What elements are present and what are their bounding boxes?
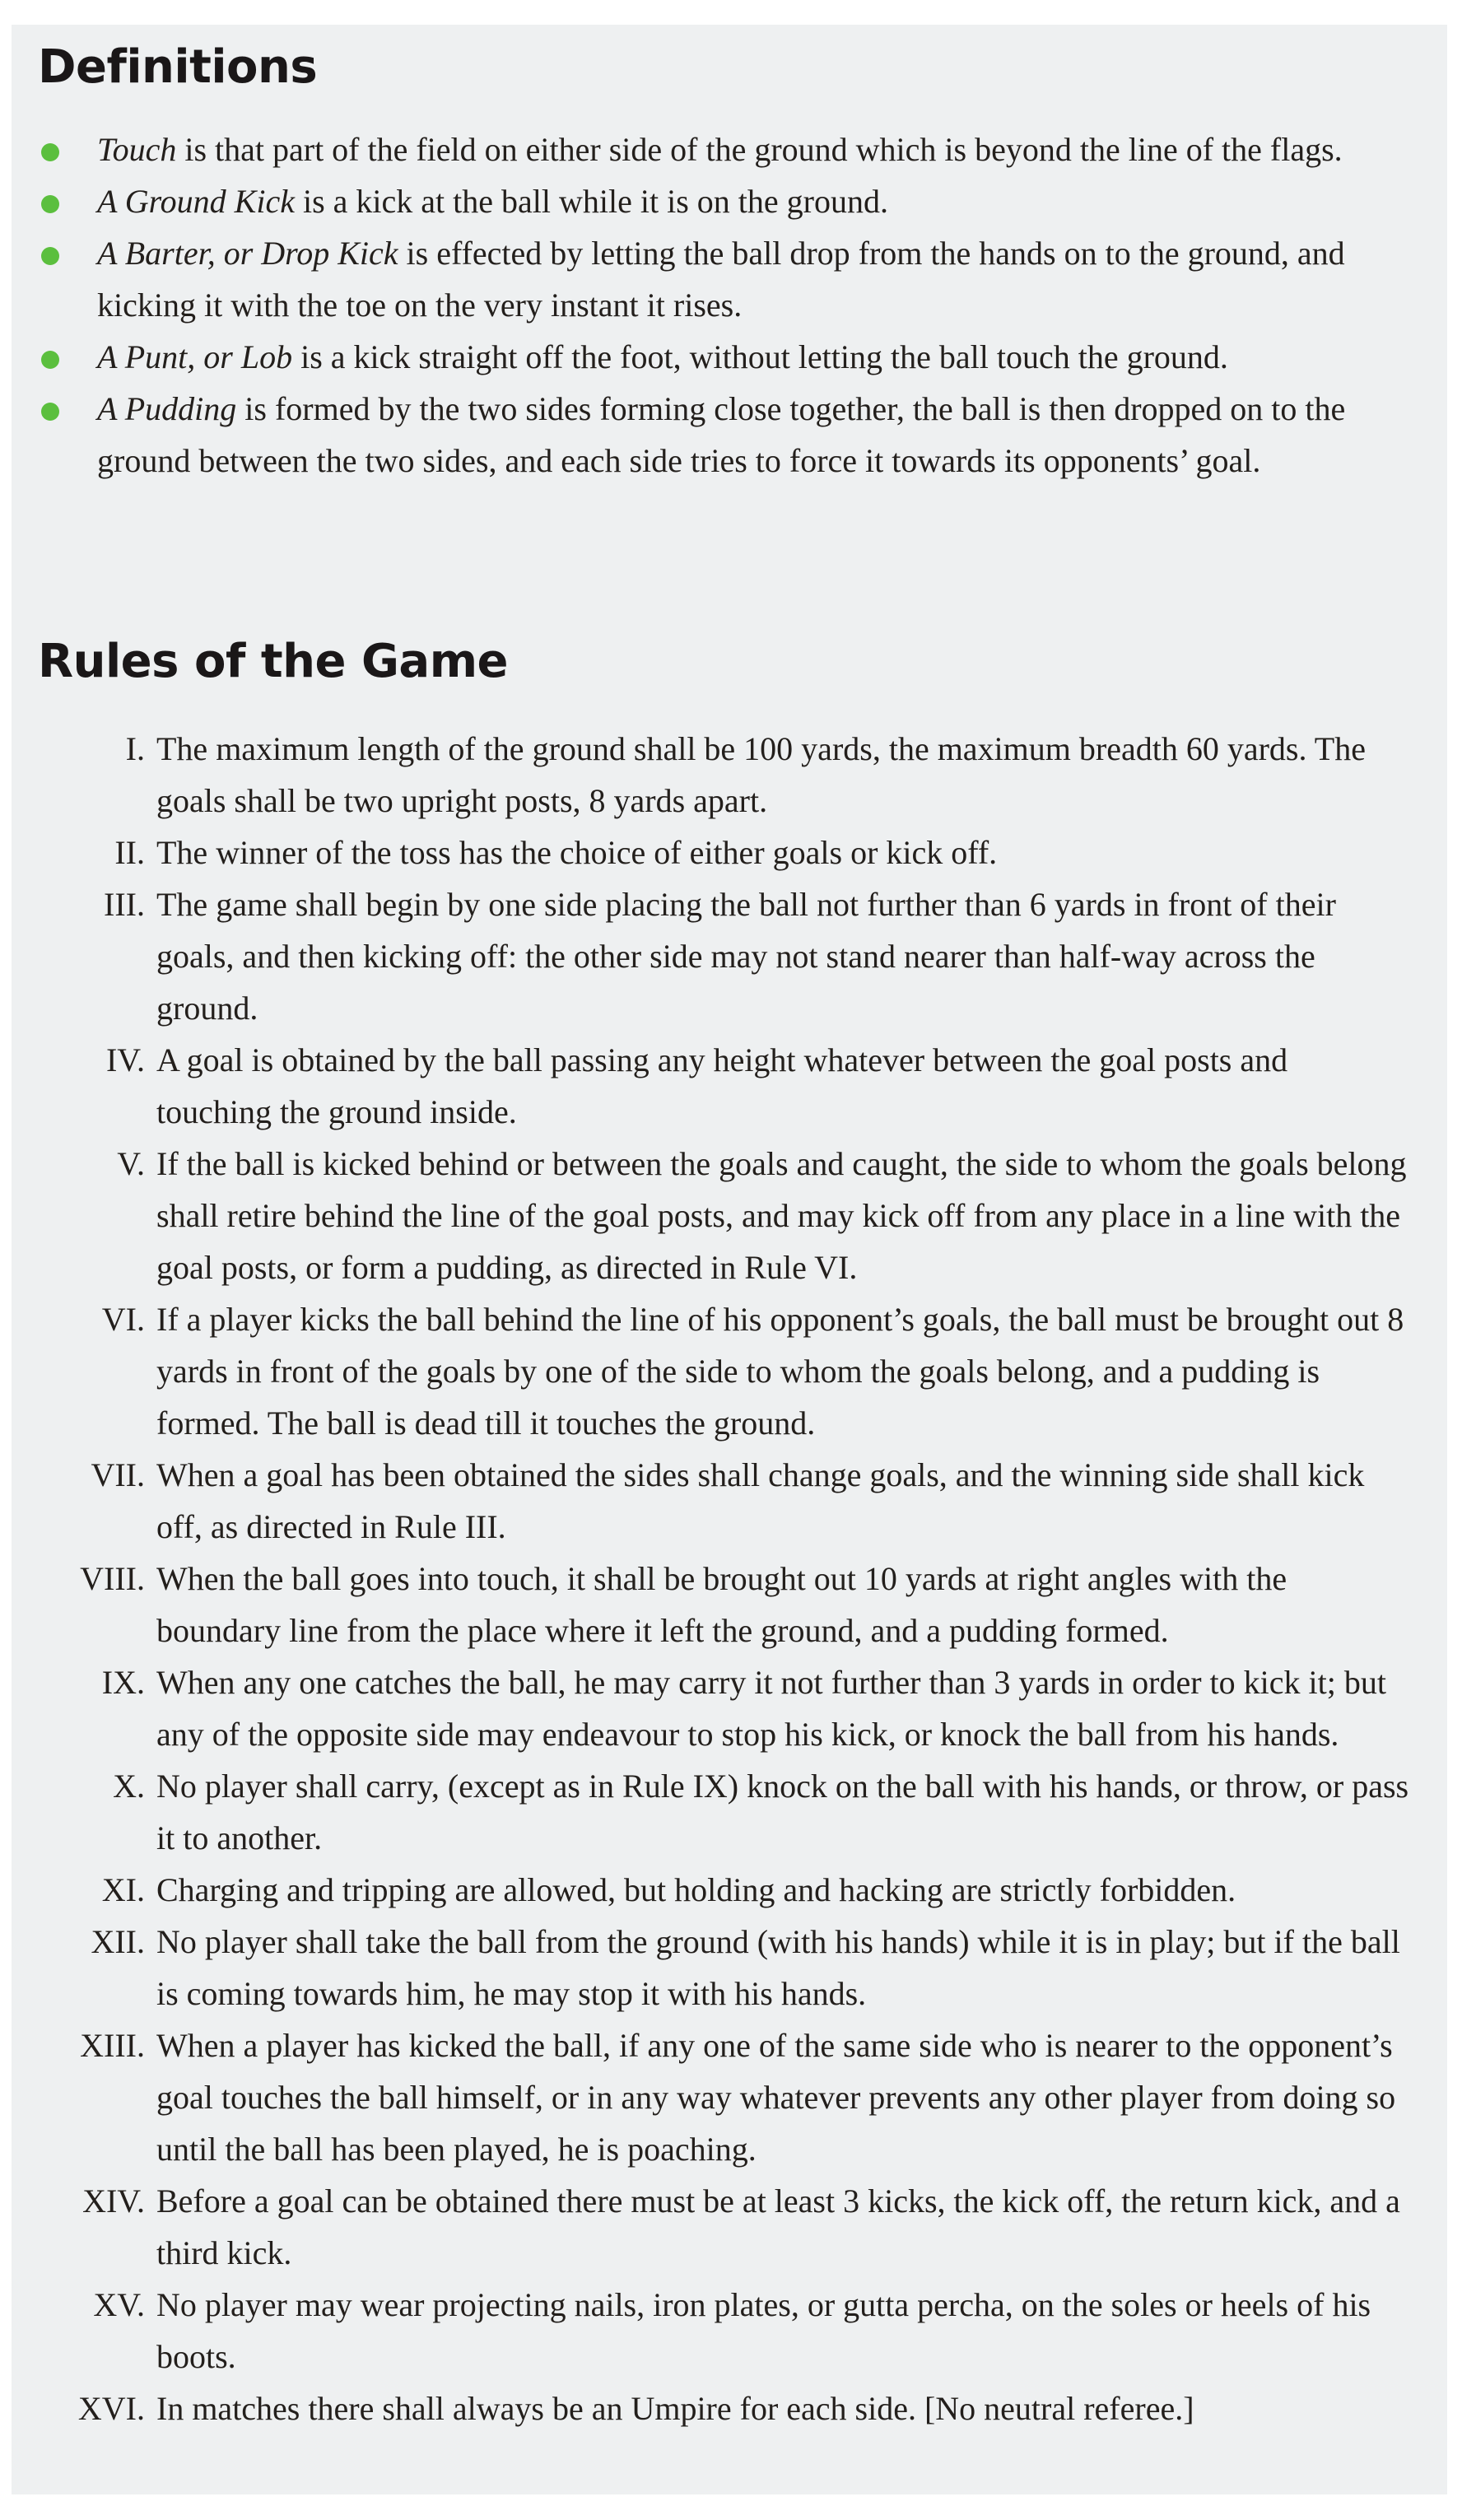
bullet-icon <box>41 195 59 213</box>
definition-text: is effected by letting the ball drop from the hands on to the ground, and kicking it with the toe on the very instant it rises. <box>97 235 1345 324</box>
rule-text: No player shall carry, (except as in Rule IX) knock on the ball with his hands, or throw, or pass it to another. <box>156 1768 1409 1856</box>
rule-number: III. <box>104 886 145 923</box>
definitions-heading: Definitions <box>38 40 318 94</box>
definition-text: is a kick at the ball while it is on the ground. <box>294 183 888 220</box>
rule-item <box>12 2383 1444 2434</box>
rule-item <box>12 878 1444 1034</box>
rule-text: The game shall begin by one side placing the ball not further than 6 yards in front of their goals, and then kicking off: the other side may not stand nearer than half-way across the ground. <box>156 886 1336 1027</box>
rule-text: The maximum length of the ground shall be 100 yards, the maximum breadth 60 yards. The goals shall be two upright posts, 8 yards apart. <box>156 730 1366 819</box>
rule-text: If a player kicks the ball behind the line of his opponent’s goals, the ball must be brought out 8 yards in front of the goals by one of the side to whom the goals belong, and a pudding is formed. The ball is dead till it touches the ground. <box>156 1301 1404 1442</box>
definition-item <box>12 227 1444 331</box>
rule-text: No player shall take the ball from the ground (with his hands) while it is in play; but if the ball is coming towards him, he may stop it with his hands. <box>156 1923 1400 2012</box>
definition-item <box>12 123 1444 175</box>
rule-text: Before a goal can be obtained there must be at least 3 kicks, the kick off, the return kick, and a third kick. <box>156 2182 1400 2271</box>
rule-item <box>12 827 1444 878</box>
rule-text: If the ball is kicked behind or between the goals and caught, the side to whom the goals belong shall retire behind the line of the goal posts, and may kick off from any place in a line with the goal posts, or form a pudding, as directed in Rule VI. <box>156 1145 1407 1286</box>
rule-text: A goal is obtained by the ball passing any height whatever between the goal posts and touching the ground inside. <box>156 1041 1288 1130</box>
rule-text: When a player has kicked the ball, if any one of the same side who is nearer to the opponent’s goal touches the ball himself, or in any way whatever prevents any other player from doing so until the ball has been played, he is poaching. <box>156 2027 1396 2168</box>
rule-number: VIII. <box>80 1560 145 1597</box>
rule-number: VI. <box>101 1301 145 1338</box>
rule-item <box>12 2279 1444 2383</box>
definition-item <box>12 331 1444 383</box>
definition-term: A Barter, or Drop Kick <box>97 235 398 272</box>
rule-text: When a goal has been obtained the sides shall change goals, and the winning side shall kick off, as directed in Rule III. <box>156 1456 1365 1545</box>
definition-term: A Pudding <box>97 390 237 427</box>
definition-item <box>12 175 1444 227</box>
rule-item <box>12 1449 1444 1553</box>
rule-number: IX. <box>101 1664 145 1701</box>
rule-number: XVI. <box>77 2390 145 2427</box>
definitions-list <box>12 123 1444 487</box>
bullet-icon <box>41 247 59 265</box>
rule-item <box>12 1864 1444 1916</box>
rule-item <box>12 2019 1444 2175</box>
definition-text: is formed by the two sides forming close together, the ball is then dropped on to the ground between the two sides, and each side tries to force it towards its opponents’ goal. <box>97 390 1346 479</box>
rule-text: Charging and tripping are allowed, but holding and hacking are strictly forbidden. <box>156 1871 1236 1908</box>
rules-heading: Rules of the Game <box>38 635 509 688</box>
rule-number: I. <box>125 730 145 767</box>
definition-term: A Ground Kick <box>97 183 295 220</box>
bullet-icon <box>41 143 59 161</box>
rule-item <box>12 1656 1444 1760</box>
rule-item <box>12 1553 1444 1656</box>
definition-text: is a kick straight off the foot, without letting the ball touch the ground. <box>292 338 1228 375</box>
document-page <box>12 25 1447 2494</box>
rule-number: X. <box>113 1768 145 1805</box>
bullet-icon <box>41 403 59 421</box>
rule-item <box>12 1760 1444 1864</box>
rule-number: XIV. <box>82 2182 145 2220</box>
definition-term: A Punt, or Lob <box>97 338 293 375</box>
rule-number: IV. <box>105 1041 145 1078</box>
rule-text: No player may wear projecting nails, iron plates, or gutta percha, on the soles or heels of his boots. <box>156 2286 1371 2375</box>
rule-item <box>12 1034 1444 1138</box>
rule-number: VII. <box>91 1456 145 1493</box>
rule-text: When the ball goes into touch, it shall be brought out 10 yards at right angles with the boundary line from the place where it left the ground, and a pudding formed. <box>156 1560 1287 1649</box>
rule-number: II. <box>114 834 145 871</box>
rule-number: XI. <box>101 1871 145 1908</box>
rule-item <box>12 1138 1444 1293</box>
definition-text: is that part of the field on either side of the ground which is beyond the line of the flags. <box>176 131 1343 168</box>
rules-list <box>12 723 1444 2434</box>
rule-number: XV. <box>93 2286 145 2323</box>
definition-item <box>12 383 1444 487</box>
rule-number: XII. <box>91 1923 145 1960</box>
bullet-icon <box>41 351 59 369</box>
rule-text: The winner of the toss has the choice of either goals or kick off. <box>156 834 998 871</box>
rule-item <box>12 723 1444 827</box>
rule-text: In matches there shall always be an Umpire for each side. [No neutral referee.] <box>156 2390 1194 2427</box>
definition-term: Touch <box>97 131 177 168</box>
rule-item <box>12 2175 1444 2279</box>
rule-number: XIII. <box>80 2027 145 2064</box>
rule-item <box>12 1916 1444 2019</box>
rule-item <box>12 1293 1444 1449</box>
rule-text: When any one catches the ball, he may carry it not further than 3 yards in order to kick it; but any of the opposite side may endeavour to stop his kick, or knock the ball from his hands. <box>156 1664 1386 1753</box>
rule-number: V. <box>117 1145 145 1182</box>
